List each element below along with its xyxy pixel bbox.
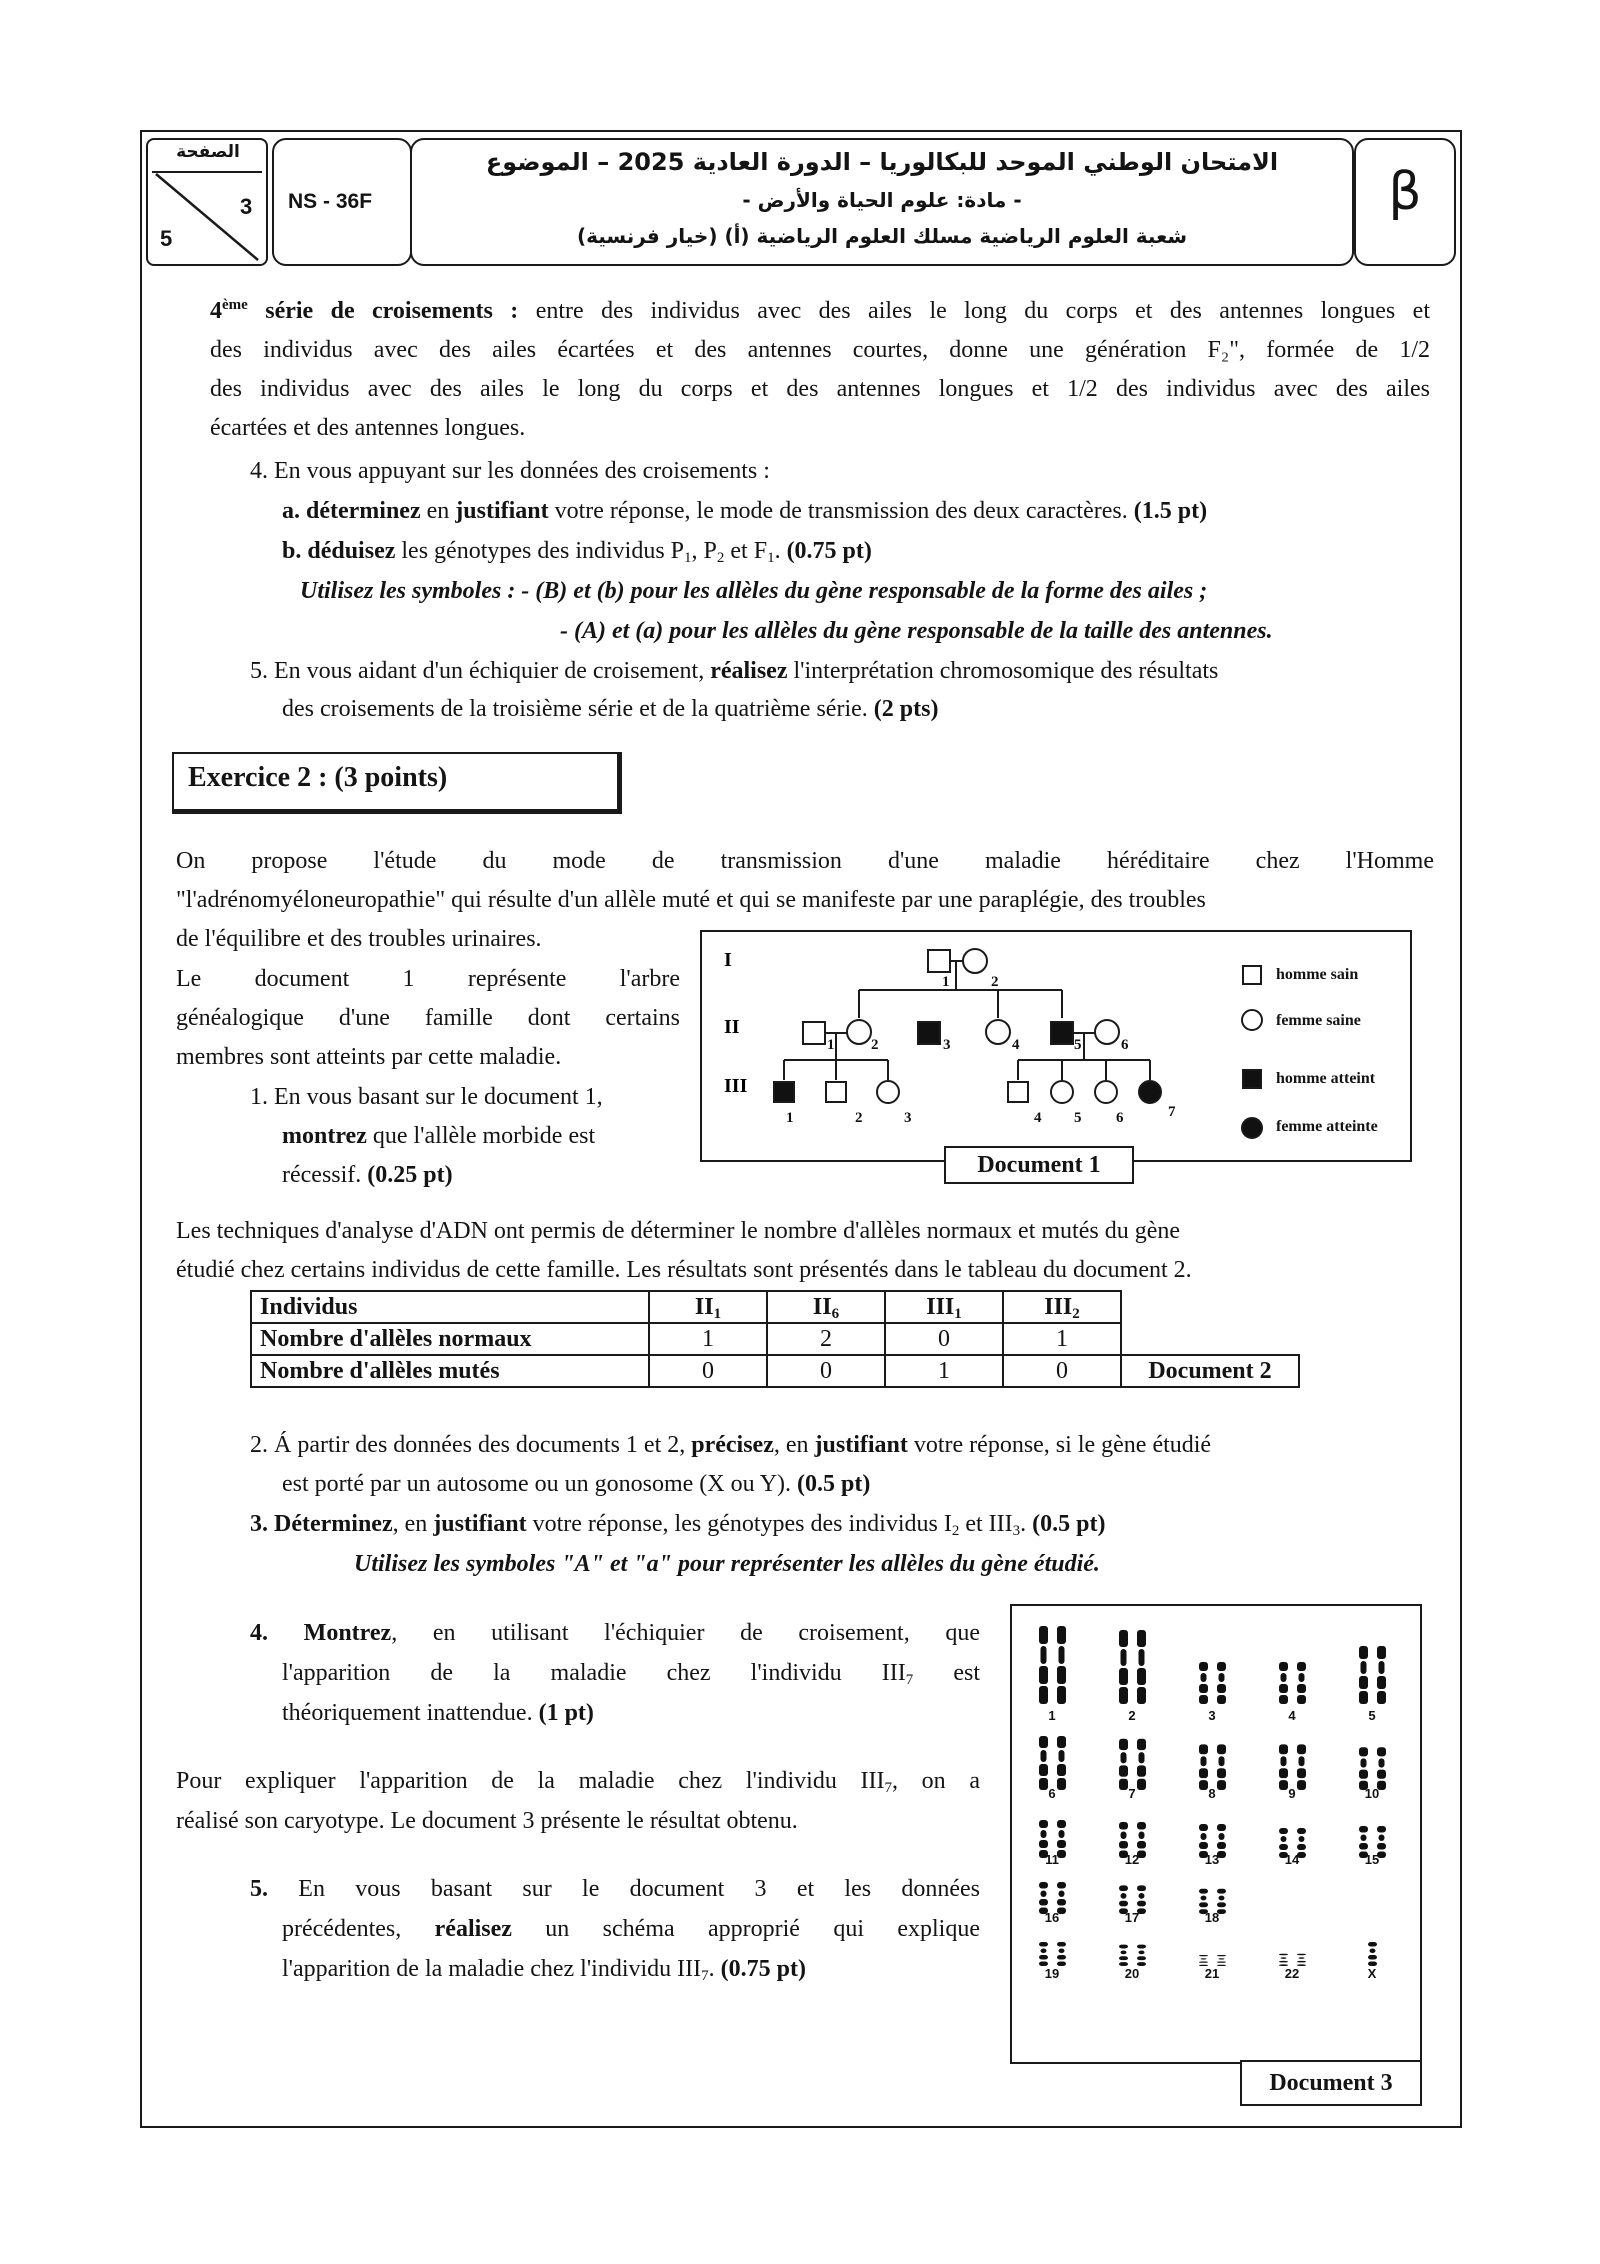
page-number-box	[146, 138, 268, 266]
serie4-text1: entre des individus avec des ailes le long du corps et des antennes longues et	[518, 298, 1430, 324]
chromosome-pair	[1119, 1945, 1146, 1966]
III6-healthy-female	[1095, 1081, 1117, 1103]
chromosome-label: 11	[1045, 1852, 1059, 1867]
q4b-label: b.	[282, 538, 308, 564]
document1-frame	[700, 930, 1412, 1162]
ex2-q4-points: (1 pt)	[538, 1700, 594, 1726]
q4b-points: (0.75 pt)	[786, 538, 872, 564]
II6-healthy-female	[1095, 1020, 1119, 1044]
exam-code: NS - 36F	[288, 190, 373, 213]
ex2-q2-pre: 2. Á partir des données des documents 1 et 2,	[250, 1432, 692, 1458]
ex2-q3-mid: , en	[392, 1511, 434, 1537]
serie4-line3: des individus avec des ailes le long du corps et des antennes longues et 1/2 des individus avec des ailes	[210, 376, 1430, 402]
num-II6: 6	[1121, 1037, 1129, 1053]
ex2-q4-line2-text: l'apparition de la maladie chez l'individu III	[282, 1660, 906, 1686]
I2-healthy-female	[963, 949, 987, 973]
ex2-q3-rest: votre réponse, les génotypes des individus I	[526, 1511, 952, 1537]
num-II5: 5	[1074, 1037, 1082, 1053]
ex2-q1-rest: que l'allèle morbide est	[366, 1123, 596, 1149]
num-II4: 4	[1012, 1037, 1020, 1053]
legend-affected-female-symbol	[1242, 1118, 1262, 1138]
table-header-label: Individus	[251, 1291, 649, 1323]
chromosome-pair	[1039, 1736, 1066, 1790]
ex2-q3-justify: justifiant	[433, 1511, 527, 1537]
ex2-q2-rest: votre réponse, si le gène étudié	[907, 1432, 1212, 1458]
ex2-doc1-text2: généalogique d'une famille dont certains	[176, 1005, 680, 1031]
chromosome-label: 16	[1044, 1910, 1060, 1925]
exam-title-line1: الامتحان الوطني الموحد للبكالوريا – الدورة العادية 2025 – الموضوع	[485, 148, 1279, 176]
ex2-karyotype-line2: réalisé son caryotype. Le document 3 présente le résultat obtenu.	[176, 1808, 798, 1834]
document2-label: Document 2	[1121, 1355, 1299, 1387]
q4b-rest2: , P	[691, 538, 717, 564]
ex2-q3-points: (0.5 pt)	[1032, 1511, 1106, 1537]
ex2-q3-line1	[250, 1505, 1105, 1544]
exam-title-line2: - مادة: علوم الحياة والأرض -	[742, 188, 1022, 212]
chromosome-label: 3	[1208, 1708, 1216, 1723]
ex2-q5-end: .	[708, 1956, 721, 1982]
q5-pre: 5. En vous aidant d'un échiquier de croisement,	[250, 658, 711, 684]
ex2-q5-sub: 7	[701, 1968, 709, 1984]
document3-label: Document 3	[1240, 2060, 1422, 2106]
num-III5: 5	[1074, 1110, 1082, 1126]
page-label: الصفحة	[176, 142, 240, 162]
ex2-q5-label: 5.	[250, 1876, 299, 1902]
chromosome-pair	[1279, 1662, 1306, 1704]
table-cell: 0	[885, 1323, 1003, 1355]
num-III6: 6	[1116, 1110, 1124, 1126]
gen-label-I: I	[724, 949, 732, 971]
chromosome-label: 20	[1124, 1966, 1140, 1981]
chromosome-pair	[1119, 1739, 1146, 1790]
chromosome-label: 10	[1364, 1786, 1380, 1801]
II3-affected-male	[918, 1022, 940, 1044]
ex2-q4-verb: Montrez	[303, 1620, 392, 1646]
ex2-intro2: "l'adrénomyéloneuropathie" qui résulte d'un allèle muté et qui se manifeste par une paraplégie, des troubles	[176, 887, 1206, 913]
chromosome-label: 7	[1128, 1786, 1136, 1801]
chromosome-pair	[1279, 1744, 1306, 1790]
ex2-q4-label: 4.	[250, 1620, 304, 1646]
ex2-q2-line1	[250, 1426, 1211, 1465]
ex2-q3-end: .	[1020, 1511, 1033, 1537]
ex2-q5-line1-text: En vous basant sur le document 3 et les données	[298, 1876, 981, 1902]
legend-affected-male-symbol	[1243, 1070, 1261, 1088]
exercise2-title-box	[172, 752, 622, 814]
ex2-kary1-end: , on a	[892, 1768, 980, 1794]
chromosome-pair	[1039, 1942, 1066, 1966]
table-cell: 1	[1003, 1323, 1121, 1355]
serie4-title: série de croisements :	[247, 298, 519, 324]
ex2-q4-rest: , en utilisant l'échiquier de croisement, que	[391, 1620, 981, 1646]
q4b-sub3: 1	[767, 550, 775, 566]
row-mutated-label: Nombre d'allèles mutés	[251, 1355, 649, 1387]
III2-healthy-male	[826, 1082, 846, 1102]
ex2-q3-and: et III	[959, 1511, 1013, 1537]
ex2-q2-mid: , en	[773, 1432, 815, 1458]
ex2-q3-symbols: Utilisez les symboles "A" et "a" pour représenter les allèles du gène étudié.	[354, 1551, 1100, 1577]
legend-healthy-female: femme saine	[1276, 1012, 1361, 1029]
q4b-sub1: 1	[684, 550, 692, 566]
ex2-q4-end: est	[913, 1660, 980, 1686]
chromosome-label: 21	[1204, 1966, 1220, 1981]
I1-healthy-male	[928, 950, 950, 972]
version-symbol: β	[1388, 162, 1422, 222]
legend-affected-female: femme atteinte	[1276, 1118, 1378, 1135]
ex2-q5-pre: précédentes,	[282, 1916, 435, 1942]
ex2-q5-line1	[250, 1870, 980, 1909]
ex2-doc1-text3: membres sont atteints par cette maladie.	[176, 1044, 562, 1070]
legend-affected-male: homme atteint	[1276, 1070, 1376, 1087]
II2-healthy-female	[847, 1020, 871, 1044]
chromosome-label: 9	[1288, 1786, 1296, 1801]
q4b-rest1: les génotypes des individus P	[395, 538, 685, 564]
II5-affected-male	[1051, 1022, 1073, 1044]
ex2-q1-line2	[282, 1117, 595, 1156]
num-III7: 7	[1168, 1104, 1176, 1120]
ex2-q4-line3-text: théoriquement inattendue.	[282, 1700, 539, 1726]
q4a-mid: en	[420, 498, 456, 524]
ex2-q5-verb: réalisez	[434, 1916, 512, 1942]
ex2-intro1: On propose l'étude du mode de transmission d'une maladie héréditaire chez l'Homme	[176, 848, 1434, 874]
chromosome-pair	[1368, 1942, 1377, 1966]
chromosome-label: 14	[1284, 1852, 1300, 1867]
ex2-q5-line3	[282, 1950, 806, 1989]
exam-title-box	[410, 138, 1354, 266]
gen-label-III: III	[724, 1075, 748, 1097]
chromosome-label: 12	[1124, 1852, 1140, 1867]
num-III2: 2	[855, 1110, 863, 1126]
exercise2-title: Exercice 2 : (3 points)	[188, 762, 448, 793]
table-header-cell: $III_2$	[1003, 1291, 1121, 1323]
chromosome-label: X	[1367, 1966, 1377, 1981]
serie4-lead: 4	[210, 298, 222, 324]
num-III4: 4	[1034, 1110, 1042, 1126]
chromosome-label: 6	[1048, 1786, 1056, 1801]
chromosome-label: 13	[1204, 1852, 1220, 1867]
chromosome-pair	[1279, 1954, 1306, 1966]
III3-healthy-female	[877, 1081, 899, 1103]
q4a-label: a.	[282, 498, 306, 524]
table-row	[251, 1355, 1299, 1387]
table-header-cell: $II_6$	[767, 1291, 885, 1323]
ex2-q2-justify: justifiant	[814, 1432, 908, 1458]
q4b-verb: déduisez	[307, 538, 396, 564]
karyotype-image	[1012, 1606, 1420, 2062]
num-II1: 1	[827, 1037, 835, 1053]
chromosome-pair	[1199, 1955, 1226, 1966]
table-cell: 1	[649, 1323, 767, 1355]
document2-table	[250, 1290, 1300, 1388]
q5-line1	[250, 652, 1218, 691]
table-cell: 0	[767, 1355, 885, 1387]
ex2-q1-line3-text: récessif.	[282, 1162, 368, 1188]
table-cell: 2	[767, 1323, 885, 1355]
num-I2: 2	[991, 974, 999, 990]
legend-healthy-male: homme sain	[1276, 966, 1359, 983]
ex2-q1-line3	[282, 1156, 453, 1195]
ex2-q1-verb: montrez	[282, 1123, 367, 1149]
serie4-line4: écartées et des antennes longues.	[210, 415, 526, 441]
chromosome-pair	[1039, 1626, 1066, 1704]
page-number: 3	[240, 194, 253, 219]
ex2-doc1-text1: Le document 1 représente l'arbre	[176, 966, 680, 992]
q5-line2	[282, 690, 938, 729]
num-I1: 1	[942, 974, 950, 990]
q4a-justify: justifiant	[455, 498, 549, 524]
q4a	[282, 492, 1207, 531]
ex2-q4-line1	[250, 1614, 980, 1653]
ex2-q1-points: (0.25 pt)	[367, 1162, 453, 1188]
q4-symbols-1: Utilisez les symboles : - (B) et (b) pour les allèles du gène responsable de la forme des ailes ;	[300, 578, 1208, 604]
chromosome-label: 5	[1368, 1708, 1376, 1723]
ex2-q2-line2	[282, 1465, 870, 1504]
III7-affected-female	[1139, 1081, 1161, 1103]
q4a-verb: déterminez	[306, 498, 421, 524]
ex2-q3-verb: 3. Déterminez	[250, 1511, 393, 1537]
serie4-line2: des individus avec des ailes écartées et des antennes courtes, donne une génération F₂", formée de 1/2	[210, 337, 1430, 363]
ex2-q2-points: (0.5 pt)	[797, 1471, 871, 1497]
chromosome-pair	[1199, 1662, 1226, 1704]
q4-intro: 4. En vous appuyant sur les données des croisements :	[250, 458, 770, 484]
III1-affected-male	[774, 1082, 794, 1102]
num-II3: 3	[943, 1037, 951, 1053]
ex2-q3-sub2: 3	[1012, 1523, 1021, 1539]
chromosome-label: 2	[1128, 1708, 1136, 1723]
chromosome-label: 19	[1044, 1966, 1060, 1981]
page-total: 5	[160, 226, 173, 251]
ex2-q4-sub: 7	[905, 1672, 914, 1688]
q5-verb: réalisez	[710, 658, 788, 684]
ex2-q5-rest: un schéma approprié qui explique	[511, 1916, 981, 1942]
q4-symbols-2: - (A) et (a) pour les allèles du gène responsable de la taille des antennes.	[560, 618, 1273, 644]
num-III1: 1	[786, 1110, 794, 1126]
num-III3: 3	[904, 1110, 912, 1126]
ex2-q5-line2	[282, 1910, 980, 1949]
version-box	[1354, 138, 1456, 266]
ex2-q2-verb: précisez	[691, 1432, 774, 1458]
ex2-q3-sub1: 2	[951, 1523, 960, 1539]
II4-healthy-female	[986, 1020, 1010, 1044]
chromosome-label: 4	[1288, 1708, 1296, 1723]
III4-healthy-male	[1008, 1082, 1028, 1102]
table-cell: 1	[885, 1355, 1003, 1387]
chromosome-label: 15	[1364, 1852, 1380, 1867]
q4b	[282, 532, 872, 571]
exam-title-line3: شعبة العلوم الرياضية مسلك العلوم الرياضية (أ) (خيار فرنسية)	[576, 224, 1188, 248]
q4b-rest3: et F	[724, 538, 768, 564]
q4b-sub2: 2	[716, 550, 725, 566]
chromosome-pair	[1199, 1744, 1226, 1790]
legend-healthy-female-symbol	[1242, 1010, 1262, 1030]
table-header-cell: $III_1$	[885, 1291, 1003, 1323]
chromosome-pair	[1359, 1747, 1386, 1790]
ex2-q5-points: (0.75 pt)	[720, 1956, 806, 1982]
chromosome-label: 22	[1284, 1966, 1300, 1981]
ex2-kary1-text: Pour expliquer l'apparition de la maladie chez l'individu III	[176, 1768, 885, 1794]
row-normal-label: Nombre d'allèles normaux	[251, 1323, 649, 1355]
q4a-rest: votre réponse, le mode de transmission des deux caractères.	[548, 498, 1134, 524]
ex2-q1-line1: 1. En vous basant sur le document 1,	[250, 1084, 603, 1110]
chromosome-label: 17	[1124, 1910, 1140, 1925]
legend-healthy-male-symbol	[1243, 966, 1261, 984]
table-header-cell: $II_1$	[649, 1291, 767, 1323]
ex2-intro3: de l'équilibre et des troubles urinaires.	[176, 926, 542, 952]
ex2-q5-line3-text: l'apparition de la maladie chez l'individu III	[282, 1956, 702, 1982]
table-row	[251, 1323, 1299, 1355]
ex2-dna-text2: étudié chez certains individus de cette famille. Les résultats sont présentés dans le tableau du document 2.	[176, 1257, 1192, 1283]
q5-rest: l'interprétation chromosomique des résultats	[787, 658, 1219, 684]
chromosome-label: 1	[1048, 1708, 1056, 1723]
q4a-points: (1.5 pt)	[1133, 498, 1208, 524]
exam-code-box	[272, 138, 412, 266]
q5-line2-text: des croisements de la troisième série et de la quatrième série.	[282, 696, 874, 722]
III5-healthy-female	[1051, 1081, 1073, 1103]
serie4-lead-sup: ème	[222, 297, 248, 313]
chromosome-pair	[1119, 1630, 1146, 1704]
table-cell: 0	[649, 1355, 767, 1387]
q4b-rest4: .	[774, 538, 787, 564]
ex2-karyotype-line1	[176, 1762, 980, 1801]
chromosome-label: 18	[1204, 1910, 1220, 1925]
table-row	[251, 1291, 1299, 1323]
ex2-q4-line2	[282, 1654, 980, 1693]
chromosome-pair	[1359, 1646, 1386, 1704]
ex2-dna-text1: Les techniques d'analyse d'ADN ont permis de déterminer le nombre d'allèles normaux et mutés du gène	[176, 1218, 1181, 1244]
serie4-line1	[210, 292, 1430, 331]
q5-points: (2 pts)	[873, 696, 939, 722]
ex2-kary-sub: 7	[884, 1780, 892, 1796]
document3-frame	[1010, 1604, 1422, 2064]
num-II2: 2	[871, 1037, 879, 1053]
ex2-q4-line3	[282, 1694, 594, 1733]
document1-label: Document 1	[944, 1146, 1134, 1184]
gen-label-II: II	[724, 1016, 740, 1038]
table-cell: 0	[1003, 1355, 1121, 1387]
ex2-q2-line2-text: est porté par un autosome ou un gonosome (X ou Y).	[282, 1471, 798, 1497]
chromosome-label: 8	[1208, 1786, 1216, 1801]
II1-healthy-male	[803, 1022, 825, 1044]
